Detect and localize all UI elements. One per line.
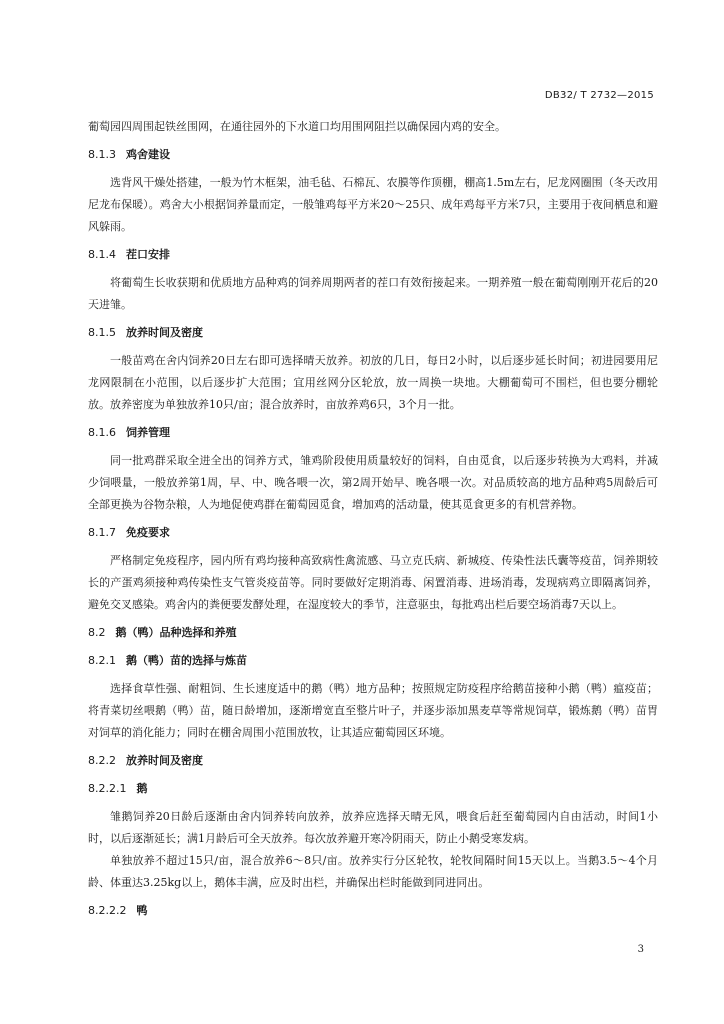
paragraph: 选择食草性强、耐粗饲、生长速度适中的鹅（鸭）地方品种；按照规定防疫程序给鹅苗接种小鹅（鸭）瘟疫苗；将青菜切丝喂鹅（鸭）苗，随日龄增加，逐渐增宽直至整片叶子，并逐步添加黑麦草等常规饲草，锻炼鹅（鸭）苗胃对饲草的消化能力；同时在棚舍周围小范围放牧，让其适应葡萄园区环境。 xyxy=(88,682,658,739)
section-title: 鹅 xyxy=(136,782,148,795)
paragraph: 选背风干燥处搭建，一般为竹木框架，油毛毡、石棉瓦、农膜等作顶棚，棚高1.5m左右，尼龙网圈围（冬天改用尼龙布保暖）。鸡舍大小根据饲养量而定，一般雏鸡每平方米20～25只、成年鸡每平方米7只，主要用于夜间栖息和避风躲雨。 xyxy=(88,176,658,233)
section-heading-8-2-2-2 xyxy=(88,900,658,922)
section-heading-8-2 xyxy=(88,622,658,644)
section-number: 8.2.1 xyxy=(88,654,116,667)
paragraph: 单独放养不超过15只/亩，混合放养6～8只/亩。放养实行分区轮牧，轮牧间隔时间15天以上。当鹅3.5～4个月龄、体重达3.25kg以上，鹅体丰满，应及时出栏，并确保出栏时能做到同进同出。 xyxy=(88,854,658,889)
paragraph: 同一批鸡群采取全进全出的饲养方式，雏鸡阶段使用质量较好的饲料，自由觅食，以后逐步转换为大鸡料，并减少饲喂量，一般放养第1周，早、中、晚各喂一次，第2周开始早、晚各喂一次。对品质较高的地方品种鸡5周龄后可全部更换为谷物杂粮，人为地促使鸡群在葡萄园觅食，增加鸡的活动量，使其觅食更多的有机营养物。 xyxy=(88,454,658,511)
paragraph: 葡萄园四周围起铁丝围网，在通往园外的下水道口均用围网阻拦以确保园内鸡的安全。 xyxy=(88,120,506,133)
section-title: 放养时间及密度 xyxy=(126,754,203,767)
section-title: 鹅（鸭）苗的选择与炼苗 xyxy=(126,654,247,667)
section-heading-8-2-2-1 xyxy=(88,778,658,800)
section-heading-8-2-2 xyxy=(88,750,658,772)
section-number: 8.2.2 xyxy=(88,754,116,767)
section-number: 8.1.6 xyxy=(88,426,116,439)
standard-code: DB32/ T 2732—2015 xyxy=(544,90,654,101)
paragraph: 雏鹅饲养20日龄后逐渐由舍内饲养转向放养，放养应选择天晴无风，喂食后赶至葡萄园内自由活动，时间1小时，以后逐渐延长；满1月龄后可全天放养。每次放养避开寒冷阴雨天，防止小鹅受寒发病。 xyxy=(88,810,658,845)
paragraph: 严格制定免疫程序，园内所有鸡均接种高致病性禽流感、马立克氏病、新城疫、传染性法氏囊等疫苗，饲养期较长的产蛋鸡须接种鸡传染性支气管炎疫苗等。同时要做好定期消毒、闲置消毒、进场消毒，发现病鸡立即隔离饲养，避免交叉感染。鸡舍内的粪便要发酵处理，在湿度较大的季节，注意驱虫，每批鸡出栏后要空场消毒7天以上。 xyxy=(88,554,658,611)
section-heading-8-2-1 xyxy=(88,650,658,672)
section-heading-8-1-5 xyxy=(88,322,658,344)
section-heading-8-1-6 xyxy=(88,422,658,444)
section-title: 茬口安排 xyxy=(126,248,170,261)
page-number: 3 xyxy=(637,944,644,955)
section-number: 8.2.2.2 xyxy=(88,904,127,917)
section-number: 8.1.7 xyxy=(88,526,116,539)
section-title: 鸡舍建设 xyxy=(126,148,170,161)
document-body xyxy=(88,116,658,928)
section-title: 饲养管理 xyxy=(126,426,170,439)
section-heading-8-1-3 xyxy=(88,144,658,166)
section-title: 鹅（鸭）品种选择和养殖 xyxy=(115,626,237,639)
section-number: 8.1.3 xyxy=(88,148,116,161)
section-title: 免疫要求 xyxy=(126,526,170,539)
section-heading-8-1-7 xyxy=(88,522,658,544)
section-number: 8.2.2.1 xyxy=(88,782,127,795)
paragraph: 将葡萄生长收获期和优质地方品种鸡的饲养周期两者的茬口有效衔接起来。一期养殖一般在葡萄刚刚开花后的20天进雏。 xyxy=(88,276,658,311)
section-number: 8.1.5 xyxy=(88,326,116,339)
section-title: 鸭 xyxy=(136,904,148,917)
section-heading-8-1-4 xyxy=(88,244,658,266)
section-number: 8.2 xyxy=(88,626,106,639)
section-title: 放养时间及密度 xyxy=(126,326,203,339)
paragraph: 一般苗鸡在舍内饲养20日左右即可选择晴天放养。初放的几日，每日2小时，以后逐步延长时间；初进园要用尼龙网限制在小范围，以后逐步扩大范围；宜用丝网分区轮放，放一周换一块地。大棚葡萄可不围栏，但也要分棚轮放。放养密度为单独放养10只/亩；混合放养时，亩放养鸡6只，3个月一批。 xyxy=(88,354,658,411)
section-number: 8.1.4 xyxy=(88,248,116,261)
